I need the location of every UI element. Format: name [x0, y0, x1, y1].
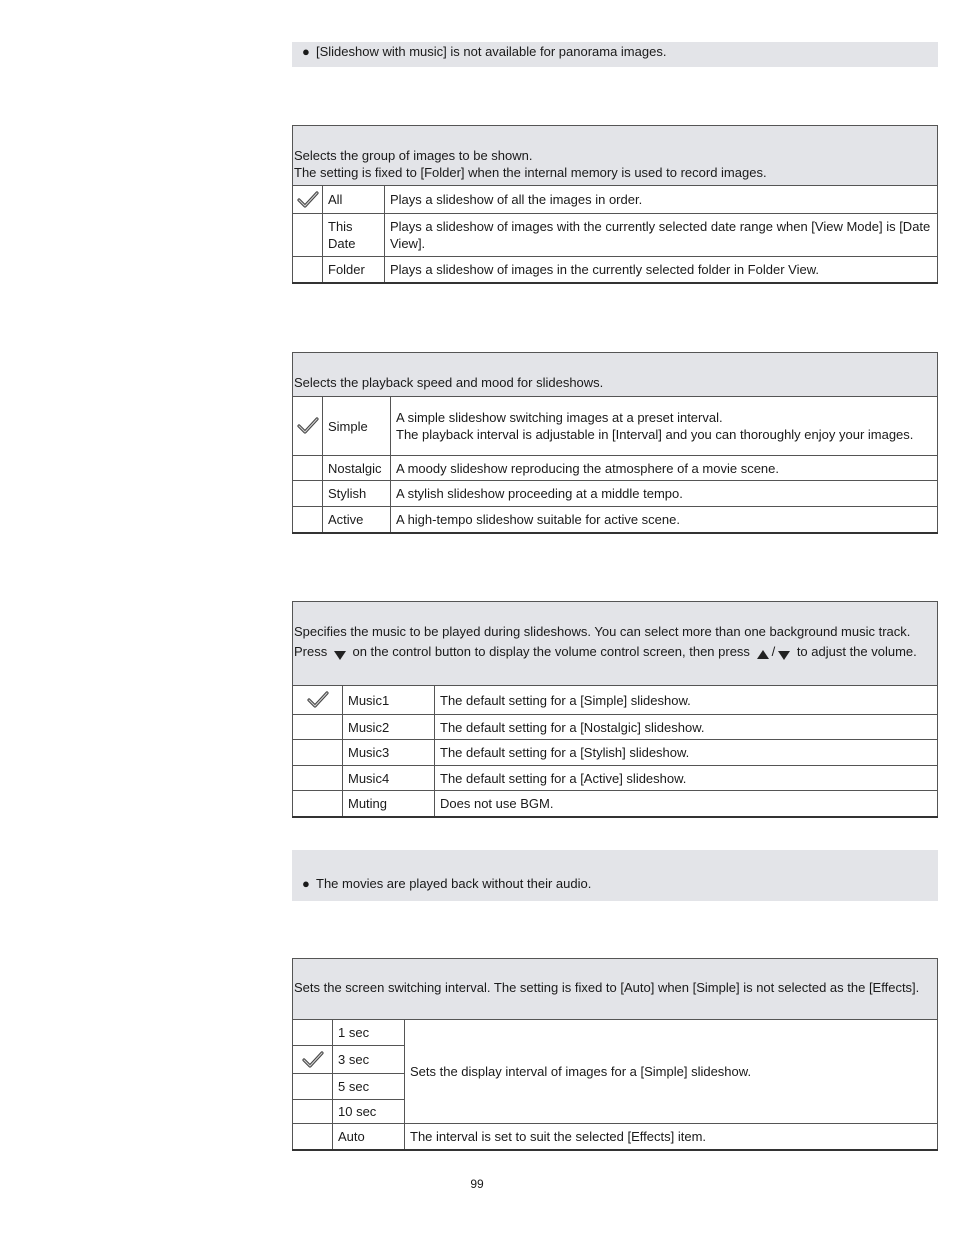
interval-table [292, 1019, 938, 1151]
movie-note [292, 850, 938, 901]
interval-setting [292, 958, 938, 1151]
table-row: Music1 The default setting for a [Simple] slideshow. [293, 686, 938, 715]
table-row: Simple A simple slideshow switching images at a preset interval. The playback interval is adjustable in [Interval] and you can thoroughly enjoy your images. [293, 397, 938, 456]
table-row: 3 sec [293, 1046, 938, 1074]
table-row: 5 sec [293, 1074, 938, 1100]
table-row: Folder Plays a slideshow of images in the currently selected folder in Folder View. [293, 257, 938, 283]
checkmark-icon [307, 691, 329, 709]
table-row: 1 sec Sets the display interval of images for a [Simple] slideshow. [293, 1020, 938, 1046]
interval-merged-desc: Sets the display interval of images for a [Simple] slideshow. [405, 1020, 938, 1124]
interval-description: Sets the screen switching interval. The setting is fixed to [Auto] when [Simple] is not selected as the [Effects]. [292, 958, 938, 1019]
selected-cell [293, 186, 323, 214]
table-row: Music4 The default setting for a [Active] slideshow. [293, 766, 938, 791]
bullet-icon: ● [302, 876, 310, 891]
table-row: This Date Plays a slideshow of images with the currently selected date range when [View Mode] is [Date View]. [293, 214, 938, 257]
table-row: Nostalgic A moody slideshow reproducing the atmosphere of a movie scene. [293, 456, 938, 481]
music-description: Specifies the music to be played during slideshows. You can select more than one background music track. Press on the control button to display the volume control screen, then press / to adjust the volume. [292, 601, 938, 685]
table-row: Active A high-tempo slideshow suitable for active scene. [293, 507, 938, 533]
down-triangle-icon [777, 647, 791, 659]
effects-table [292, 396, 938, 534]
images-setting [292, 125, 938, 284]
music-table [292, 685, 938, 818]
effects-setting [292, 352, 938, 534]
table-row: Stylish A stylish slideshow proceeding at a middle tempo. [293, 481, 938, 507]
down-triangle-icon [333, 647, 347, 659]
page-number: 99 [470, 1177, 484, 1191]
up-triangle-icon [756, 647, 770, 659]
table-row: 10 sec [293, 1100, 938, 1124]
table-row: Music2 The default setting for a [Nostalgic] slideshow. [293, 715, 938, 740]
table-row: Muting Does not use BGM. [293, 791, 938, 817]
checkmark-icon [302, 1051, 324, 1069]
table-row: Music3 The default setting for a [Stylish] slideshow. [293, 740, 938, 766]
images-description: Selects the group of images to be shown. The setting is fixed to [Folder] when the internal memory is used to record images. [292, 125, 938, 185]
panorama-note [292, 42, 938, 67]
table-row: Auto The interval is set to suit the selected [Effects] item. [293, 1124, 938, 1150]
checkmark-icon [297, 191, 319, 209]
effects-description: Selects the playback speed and mood for slideshows. [292, 352, 938, 396]
checkmark-icon [297, 417, 319, 435]
note-text: [Slideshow with music] is not available for panorama images. [316, 44, 667, 59]
images-table [292, 185, 938, 284]
note-text: The movies are played back without their audio. [316, 876, 592, 891]
table-row: All Plays a slideshow of all the images in order. [293, 186, 938, 214]
music-setting [292, 601, 938, 818]
bullet-icon: ● [302, 44, 310, 59]
